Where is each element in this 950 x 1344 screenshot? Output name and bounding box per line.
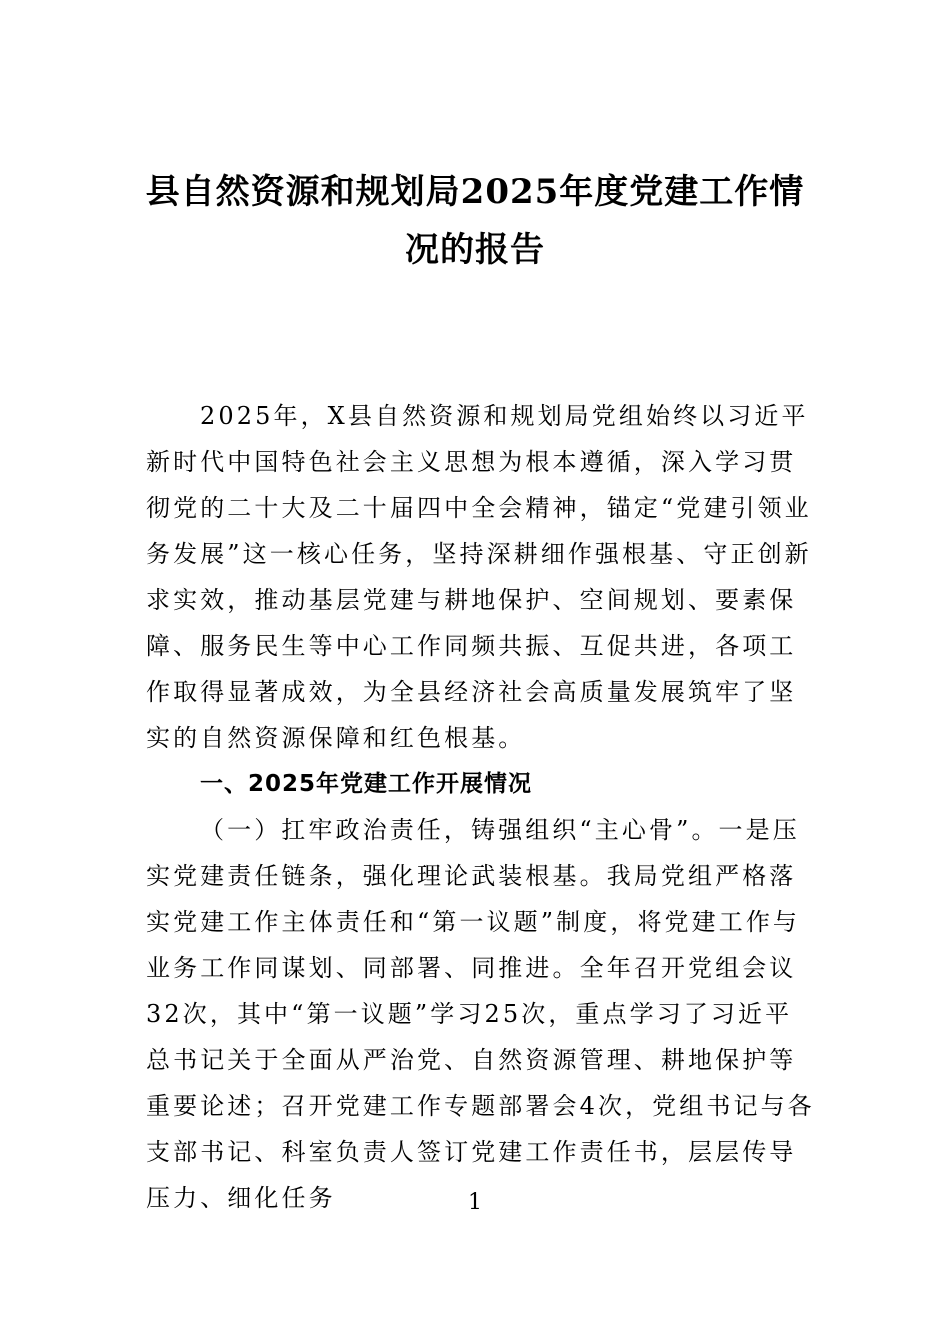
document-body: [146, 393, 818, 1221]
page-number: 1: [468, 1190, 482, 1215]
title-line-1: 县自然资源和规划局2025年度党建工作情: [145, 172, 805, 212]
document-title: [120, 163, 830, 279]
subsection-paragraph-1: （一）扛牢政治责任，铸强组织“主心骨”。一是压实党建责任链条，强化理论武装根基。我局党组严格落实党建工作主体责任和“第一议题”制度，将党建工作与业务工作同谋划、同部署、同推进。全年召开党组会议32次，其中“第一议题”学习25次，重点学习了习近平总书记关于全面从严治党、自然资源管理、耕地保护等重要论述；召开党建工作专题部署会4次，党组书记与各支部书记、科室负责人签订党建工作责任书，层层传导压力、细化任务: [146, 816, 815, 1212]
title-line-2: 况的报告: [405, 230, 545, 270]
section-heading-1: 一、2025年党建工作开展情况: [200, 771, 533, 797]
intro-paragraph: 2025年，X县自然资源和规划局党组始终以习近平新时代中国特色社会主义思想为根本遵循，深入学习贯彻党的二十大及二十届四中全会精神，锚定“党建引领业务发展”这一核心任务，坚持深耕细作强根基、守正创新求实效，推动基层党建与耕地保护、空间规划、要素保障、服务民生等中心工作同频共振、互促共进，各项工作取得显著成效，为全县经济社会高质量发展筑牢了坚实的自然资源保障和红色根基。: [146, 402, 812, 752]
